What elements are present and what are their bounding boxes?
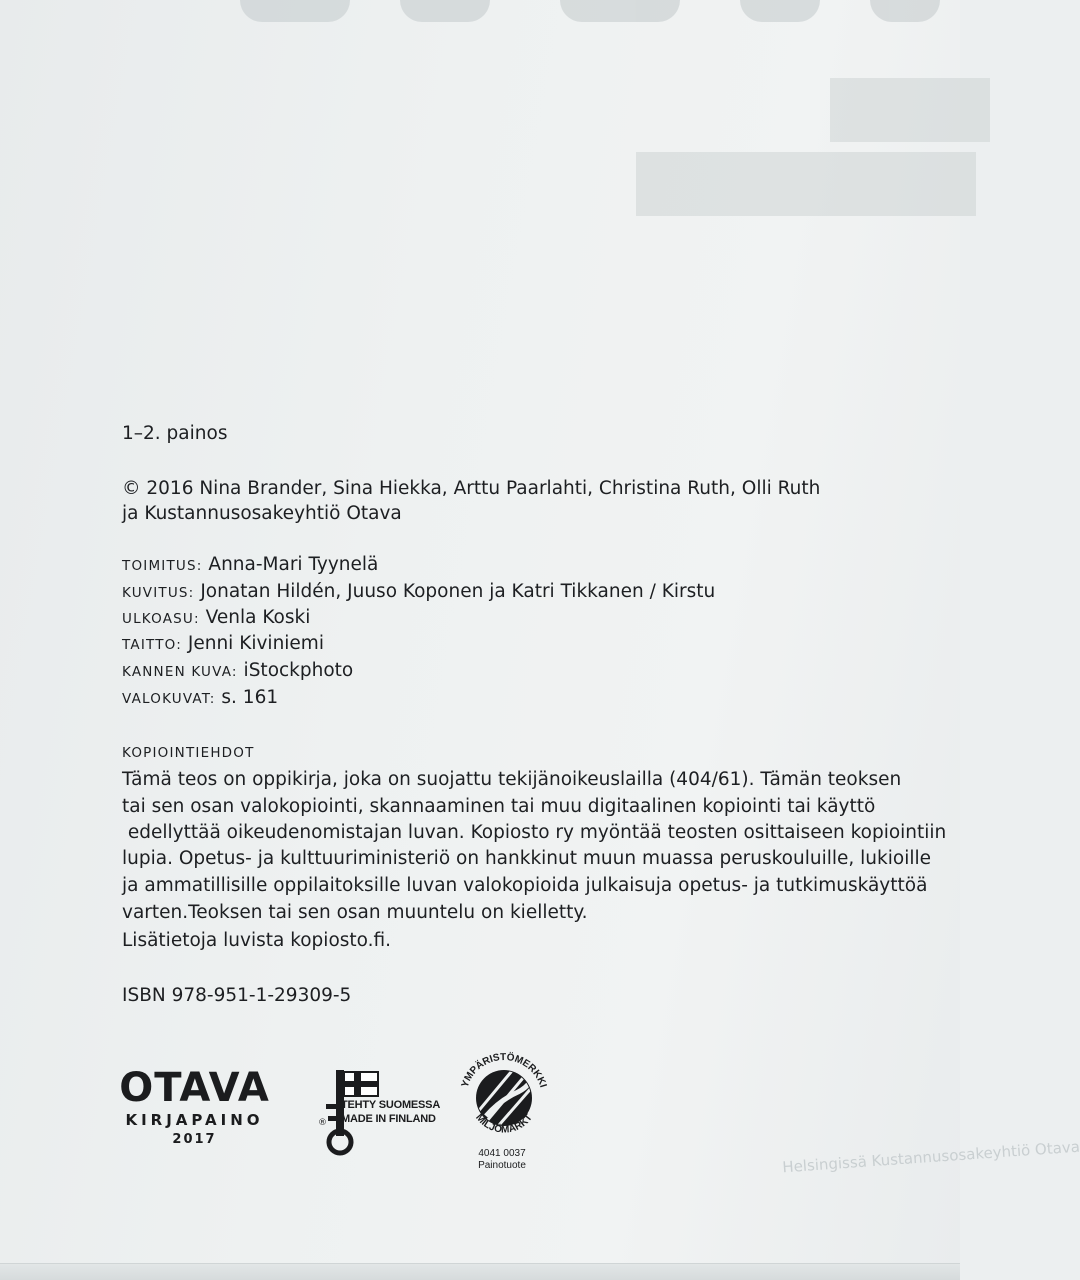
otava-wordmark: OTAVA — [119, 1065, 270, 1111]
credit-row-cover-image — [122, 660, 353, 681]
credit-row-illustration — [122, 581, 715, 602]
credit-value: Venla Koski — [199, 607, 311, 628]
copying-terms-line: Tämä teos on oppikirja, joka on suojattu tekijänoikeuslailla (404/61). Tämän teoksen — [122, 769, 902, 790]
copying-terms-heading: KOPIOINTIEHDOT — [122, 745, 255, 761]
swan-license-number: 4041 0037 — [478, 1148, 526, 1159]
credit-label: KANNEN KUVA: — [122, 664, 238, 680]
copying-terms-line: tai sen osan valokopiointi, skannaaminen tai muu digitaalinen kopiointi tai käyttö — [122, 796, 876, 817]
credit-value: Jenni Kiviniemi — [182, 633, 324, 654]
made-in-finland-line-1: TEHTY SUOMESSA — [341, 1099, 441, 1111]
credit-value: Anna-Mari Tyynelä — [202, 554, 379, 575]
credit-row-editing — [122, 554, 378, 575]
swan-license-block — [452, 1148, 552, 1172]
edition-line: 1–2. painos — [122, 423, 228, 444]
credit-label: TAITTO: — [122, 637, 183, 653]
copying-terms-line: lupia. Opetus- ja kulttuuriministeriö on hankkinut muun muassa peruskouluille, lukioille — [122, 848, 931, 869]
credit-value: iStockphoto — [237, 660, 354, 681]
page-bottom-edge — [0, 1263, 960, 1280]
show-through-band — [830, 78, 990, 142]
show-through-footer: Helsingissä Kustannusosakeyhtiö Otava — [781, 1137, 1080, 1177]
copying-terms-line: edellyttää oikeudenomistajan luvan. Kopiosto ry myöntää teosten osittaiseen kopiointiin — [122, 822, 947, 843]
copying-terms-line: ja ammatillisille oppilaitoksille luvan valokopioida julkaisuja opetus- ja tutkimuskäyttöä — [122, 875, 928, 896]
swan-top-text: YMPÄRISTÖMERKKI — [459, 1051, 549, 1090]
credit-label: TOIMITUS: — [122, 558, 203, 574]
credit-row-layout — [122, 633, 324, 654]
copying-terms-line: varten.Teoksen tai sen osan muuntelu on kielletty. — [122, 902, 588, 923]
swan-bottom-text: MILJÖMÄRKT — [473, 1112, 535, 1136]
copyright-line-2: ja Kustannusosakeyhtiö Otava — [122, 503, 402, 524]
registered-mark: ® — [318, 1118, 327, 1128]
made-in-finland-text — [341, 1098, 440, 1126]
otava-year: 2017 — [172, 1132, 217, 1147]
nordic-swan-ecolabel-icon — [456, 1046, 552, 1146]
credit-label: VALOKUVAT: — [122, 691, 216, 707]
copying-terms-link-line: Lisätietoja luvista kopiosto.fi. — [122, 930, 392, 951]
copyright-line-1: © 2016 Nina Brander, Sina Hiekka, Arttu Paarlahti, Christina Ruth, Olli Ruth — [122, 478, 821, 499]
credit-row-design — [122, 607, 310, 628]
otava-kirjapaino-logo — [112, 1066, 277, 1150]
swan-product-label: Painotuote — [478, 1160, 526, 1171]
credit-row-photos — [122, 687, 278, 708]
credit-label: KUVITUS: — [122, 585, 195, 601]
credit-value: Jonatan Hildén, Juuso Koponen ja Katri Tikkanen / Kirstu — [194, 581, 716, 602]
isbn: ISBN 978-951-1-29309-5 — [122, 985, 352, 1006]
show-through-band — [636, 152, 976, 216]
otava-subtitle: KIRJAPAINO — [125, 1111, 264, 1129]
show-through-title — [230, 0, 950, 22]
credit-label: ULKOASU: — [122, 611, 200, 627]
credit-value: s. 161 — [215, 687, 279, 708]
made-in-finland-line-2: MADE IN FINLAND — [341, 1113, 436, 1125]
